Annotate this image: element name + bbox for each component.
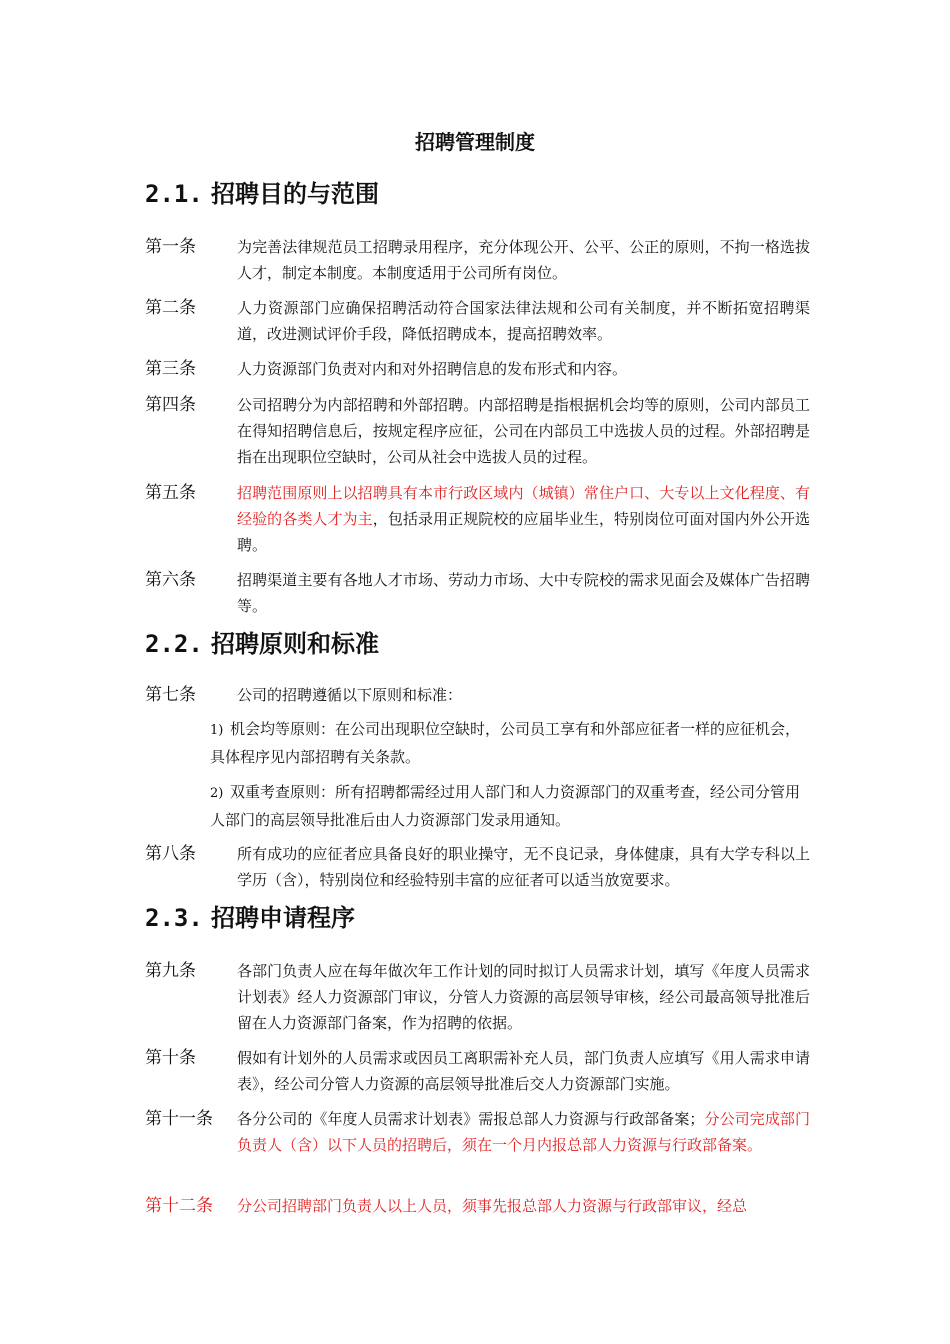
article-label: 第十二条 bbox=[145, 1196, 213, 1216]
article-text: 各部门负责人应在每年做次年工作计划的同时拟订人员需求计划，填写《年度人员需求计划表》经人力资源部门审议，分管人力资源的高层领导审核，经公司最高领导批准后留在人力资源部门备案，作为招聘的依据。 bbox=[237, 962, 810, 1032]
article-text-highlight: 分公司完成部门负责人（含）以下人员的招聘后，须在一个月内报总部人力资源与行政部备案。 bbox=[237, 1110, 810, 1154]
article-9 bbox=[145, 958, 810, 1036]
article-text-normal: ，包括录用正规院校的应届毕业生，特别岗位可面对国内外公开选聘。 bbox=[237, 510, 810, 554]
section-number: 2.1. bbox=[145, 180, 203, 208]
article-text-highlight: 分公司招聘部门负责人以上人员，须事先报总部人力资源与行政部审议，经总 bbox=[237, 1197, 748, 1215]
article-label: 第一条 bbox=[145, 237, 196, 257]
article-5 bbox=[145, 480, 810, 558]
section-number: 2.2. bbox=[145, 630, 203, 658]
principle-text: 机会均等原则：在公司出现职位空缺时，公司员工享有和外部应征者一样的应征机会，具体程序见内部招聘有关条款。 bbox=[210, 720, 801, 766]
section-number: 2.3. bbox=[145, 904, 203, 932]
article-label: 第五条 bbox=[145, 483, 196, 503]
article-label: 第十一条 bbox=[145, 1109, 213, 1129]
article-label: 第十条 bbox=[145, 1048, 196, 1068]
article-label: 第四条 bbox=[145, 395, 196, 415]
article-11 bbox=[145, 1106, 810, 1158]
article-2 bbox=[145, 295, 810, 347]
article-text: 所有成功的应征者应具备良好的职业操守，无不良记录，身体健康，具有大学专科以上学历（含），特别岗位和经验特别丰富的应征者可以适当放宽要求。 bbox=[237, 845, 810, 889]
section-heading-2-2 bbox=[145, 624, 379, 659]
article-7 bbox=[145, 682, 810, 708]
article-label: 第八条 bbox=[145, 844, 196, 864]
article-1 bbox=[145, 234, 810, 286]
article-12 bbox=[145, 1193, 810, 1219]
principle-number: 1) bbox=[210, 723, 224, 738]
principle-item-2 bbox=[210, 779, 810, 833]
article-text-highlight: 招聘范围原则上以招聘具有本市行政区域内（城镇）常住户口、大专以上文化程度、有经验的各类人才为主 bbox=[237, 484, 810, 528]
article-6 bbox=[145, 567, 810, 619]
article-text: 人力资源部门应确保招聘活动符合国家法律法规和公司有关制度，并不断拓宽招聘渠道，改进测试评价手段，降低招聘成本，提高招聘效率。 bbox=[237, 299, 810, 343]
article-text: 公司招聘分为内部招聘和外部招聘。内部招聘是指根据机会均等的原则，公司内部员工在得知招聘信息后，按规定程序应征，公司在内部员工中选拔人员的过程。外部招聘是指在出现职位空缺时，公司从社会中选拔人员的过程。 bbox=[237, 396, 810, 466]
article-label: 第二条 bbox=[145, 298, 196, 318]
article-10 bbox=[145, 1045, 810, 1097]
article-text: 假如有计划外的人员需求或因员工离职需补充人员，部门负责人应填写《用人需求申请表》，经公司分管人力资源的高层领导批准后交人力资源部门实施。 bbox=[237, 1049, 810, 1093]
article-text: 招聘渠道主要有各地人才市场、劳动力市场、大中专院校的需求见面会及媒体广告招聘等。 bbox=[237, 571, 810, 615]
article-4 bbox=[145, 392, 810, 470]
article-text-normal: 各分公司的《年度人员需求计划表》需报总部人力资源与行政部备案； bbox=[237, 1110, 705, 1128]
principle-item-1 bbox=[210, 716, 810, 770]
section-title: 招聘申请程序 bbox=[211, 903, 355, 932]
article-label: 第九条 bbox=[145, 961, 196, 981]
article-text bbox=[237, 1106, 810, 1158]
article-label: 第六条 bbox=[145, 570, 196, 590]
principle-text: 双重考查原则：所有招聘都需经过用人部门和人力资源部门的双重考查，经公司分管用人部门的高层领导批准后由人力资源部门发录用通知。 bbox=[210, 783, 801, 829]
article-text bbox=[237, 1193, 810, 1219]
article-label: 第三条 bbox=[145, 359, 196, 379]
section-heading-2-1 bbox=[145, 174, 379, 209]
section-heading-2-3 bbox=[145, 898, 355, 933]
principle-number: 2) bbox=[210, 786, 224, 801]
article-8 bbox=[145, 841, 810, 893]
document-title: 招聘管理制度 bbox=[415, 130, 535, 154]
article-text: 公司的招聘遵循以下原则和标准： bbox=[237, 686, 463, 704]
article-text: 人力资源部门负责对内和对外招聘信息的发布形式和内容。 bbox=[237, 360, 628, 378]
section-title: 招聘原则和标准 bbox=[211, 629, 379, 658]
article-text: 为完善法律规范员工招聘录用程序，充分体现公开、公平、公正的原则，不拘一格选拔人才，制定本制度。本制度适用于公司所有岗位。 bbox=[237, 238, 810, 282]
article-3 bbox=[145, 356, 810, 382]
article-text bbox=[237, 480, 810, 558]
section-title: 招聘目的与范围 bbox=[211, 179, 379, 208]
article-label: 第七条 bbox=[145, 685, 196, 705]
